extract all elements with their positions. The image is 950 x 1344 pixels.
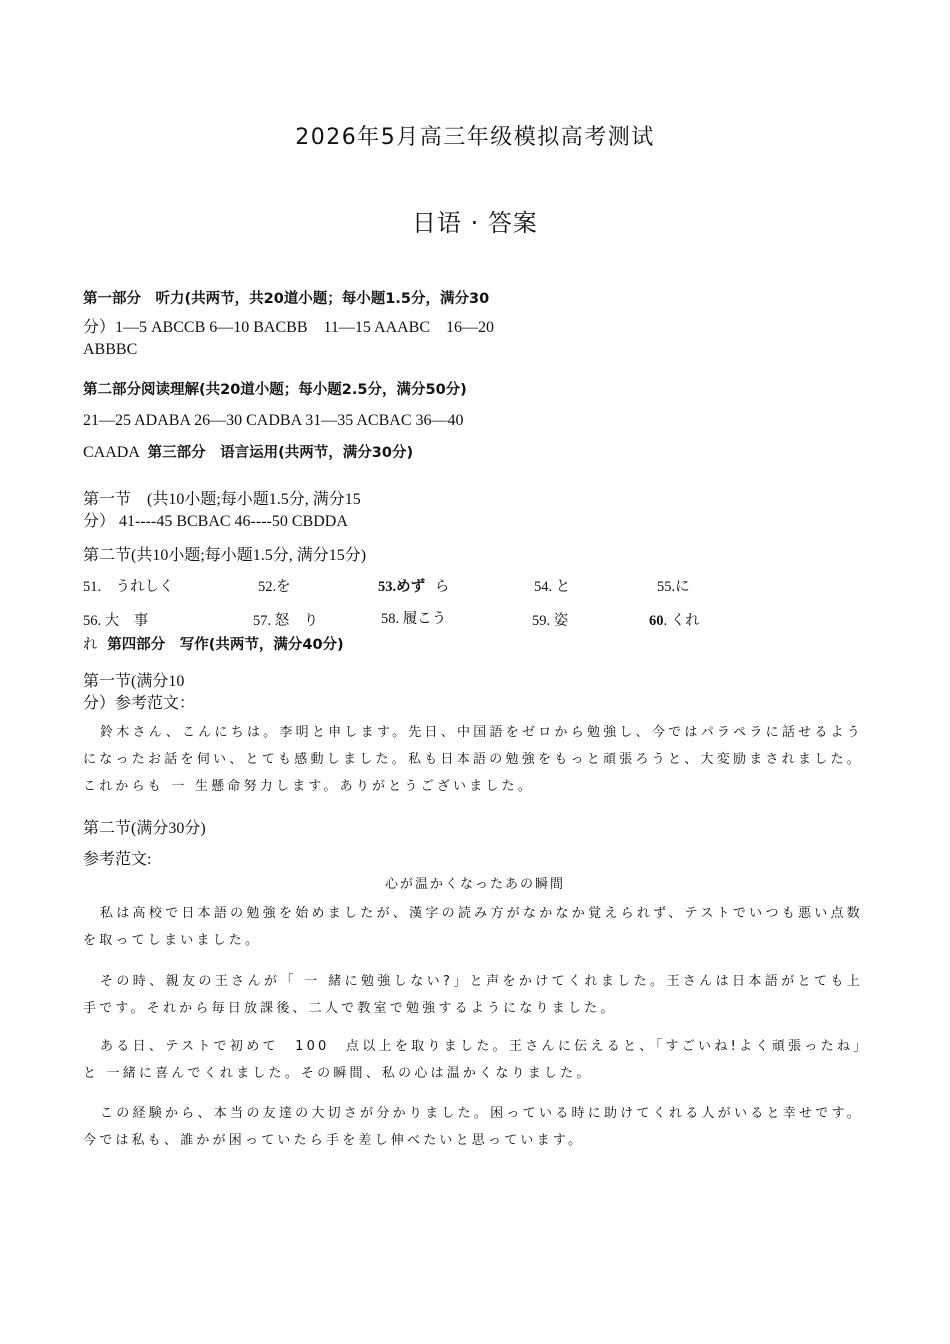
part3-sec1-answers: 分） 41----45 BCBAC 46----50 CBDDA bbox=[83, 513, 348, 530]
answer-51: 51. うれしく bbox=[83, 579, 174, 595]
sample-text-section1: 鈴木さん、こんにちは。李明と申します。先日、中国語をゼロから勉強し、今ではパラペラに話せるようになったお話を伺い、とても感動しました。私も日本語の勉強をもっと頑張ろうと、大変励まされました。これからも 一 生懸命努力します。ありがとうございました。 bbox=[83, 725, 863, 794]
part3-sec2-heading: 第二节(共10小题;每小题1.5分, 满分15分) bbox=[83, 547, 367, 564]
part1-answers-line-end: ABBBC bbox=[83, 341, 138, 358]
essay-paragraph-1: 私は高校で日本語の勉強を始めましたが、漢字の読み方がなかなか覚えられず、テストでいつも悪い点数を取ってしまいました。 bbox=[83, 906, 863, 948]
answer-52: 52.を bbox=[258, 579, 291, 595]
part2-part3-line bbox=[83, 441, 413, 462]
part1-answers-line: 分）1—5 ABCCB 6—10 BACBB 11—15 AAABC 16—20 bbox=[83, 319, 495, 336]
answer-56: 56. 大 事 bbox=[83, 613, 149, 629]
essay-paragraph-3: ある日、テストで初めて 100 点以上を取りました。王さんに伝えると、「すごいね!よく頑張ったね」と 一緒に喜んでくれました。その瞬間、私の心は温かくなりました。 bbox=[83, 1039, 863, 1081]
part1-heading: 第一部分 听力(共两节，共20道小题；每小题1.5分，满分30 bbox=[83, 291, 490, 307]
part3-part4-line bbox=[83, 633, 344, 654]
part4-sec2-heading: 第二节(满分30分) bbox=[83, 820, 206, 837]
answer-57: 57. 怒 り bbox=[253, 613, 319, 629]
part4-heading: 第四部分 写作(共两节，满分40分) bbox=[107, 637, 344, 653]
answer-53-num: 53.めず bbox=[378, 579, 426, 595]
part3-sec1-heading: 第一节 (共10小题;每小题1.5分, 满分15 bbox=[83, 491, 361, 508]
essay-title: 心が温かくなったあの瞬間 bbox=[384, 877, 565, 892]
essay-paragraph-2: その時、親友の王さんが「 一 緒に勉強しない?」と声をかけてくれました。王さんは日本語がとても上 手です。それから毎日放課後、二人で教室で勉強するようになりました。 bbox=[83, 974, 863, 1016]
part4-sec2-label: 参考范文: bbox=[83, 851, 152, 868]
answer-55: 55.に bbox=[657, 579, 690, 595]
part2-heading: 第二部分阅读理解(共20道小题；每小题2.5分，满分50分) bbox=[83, 382, 467, 398]
answer-53 bbox=[378, 575, 449, 596]
part4-sec1-label: 分）参考范文： bbox=[83, 695, 196, 712]
answer-60-end: れ bbox=[83, 637, 98, 653]
answer-58: 58. 履こう bbox=[381, 611, 447, 627]
part2-answers-end: CAADA bbox=[83, 444, 140, 461]
answer-59: 59. 姿 bbox=[532, 613, 569, 629]
part4-sec1-heading: 第一节(满分10 bbox=[83, 673, 185, 690]
answer-54: 54. と bbox=[534, 579, 571, 595]
answer-60-rest: . くれ bbox=[663, 613, 700, 629]
answer-60-num: 60 bbox=[649, 613, 664, 629]
essay-paragraph-4: この経験から、本当の友達の大切さが分かりました。困っている時に助けてくれる人がいると幸せです。今では私も、誰かが困っていたら手を差し伸べたいと思っています。 bbox=[83, 1106, 863, 1148]
part2-answers-line: 21—25 ADABA 26—30 CADBA 31—35 ACBAC 36—40 bbox=[83, 412, 464, 429]
answer-60 bbox=[649, 609, 700, 630]
document-title: 2026年5月高三年级模拟高考测试 bbox=[295, 125, 655, 150]
document-subtitle: 日语 · 答案 bbox=[412, 209, 538, 237]
answer-53-rest: ら bbox=[434, 579, 450, 595]
part3-heading: 第三部分 语言运用(共两节，满分30分) bbox=[147, 445, 414, 461]
